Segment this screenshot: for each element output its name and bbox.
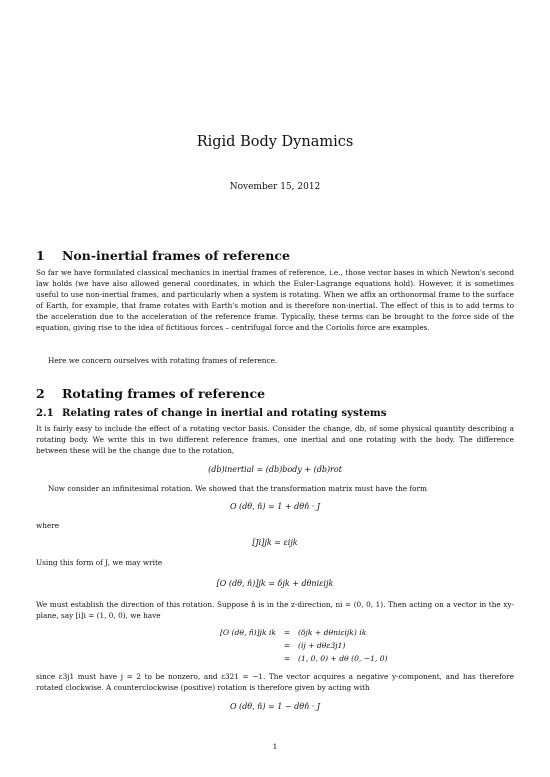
section-number: 1 xyxy=(36,248,45,263)
section-2-heading xyxy=(36,386,265,401)
section-title: Non-inertial frames of reference xyxy=(62,248,290,263)
equation-1: (db)inertial = (db)body + (db)rot xyxy=(208,465,342,474)
equation-2: O (dθ, n̂) = 1 + dθn̂ · J xyxy=(229,502,321,511)
page-number: 1 xyxy=(272,742,278,751)
paper-title: Rigid Body Dynamics xyxy=(196,134,354,150)
equation-lhs: [O (dθ, n̂)]jk ik xyxy=(219,628,276,637)
section-number: 2 xyxy=(36,386,45,401)
section-2-paragraph-1: It is fairly easy to include the effect of a rotating vector basis. Consider the change, db, of some physical quantity describing a rotating body. We write this in two different reference frames, one inertial and one rotating with the body. The difference between these will be the change due to the rotation, xyxy=(36,424,514,455)
equation-operator: = xyxy=(283,628,291,637)
section-2-paragraph-4: Using this form of J, we may write xyxy=(36,558,163,567)
equation-array-row-2 xyxy=(182,641,345,650)
equation-array-row-1 xyxy=(182,628,366,637)
section-2-paragraph-5: We must establish the direction of this rotation. Suppose n̂ is in the z-direction, ni = (0, 0, 1). Then acting on a vector in the xy-plane, say [i]i = (1, 0, 0), we have xyxy=(36,600,514,620)
equation-4: [O (dθ, n̂)]jk = δjk + dθniεijk xyxy=(216,579,334,588)
paper-date: November 15, 2012 xyxy=(229,182,321,192)
section-2-paragraph-2: Now consider an infinitesimal rotation. We showed that the transformation matrix must have the form xyxy=(48,484,427,493)
section-2-paragraph-6: since ε3j1 must have j = 2 to be nonzero, and ε321 = −1. The vector acquires a negative y-component, and has therefore rotated clockwise. A counterclockwise (positive) rotation is therefore given by acting with xyxy=(36,672,514,692)
equation-array-row-3 xyxy=(182,654,388,663)
equation-operator: = xyxy=(283,654,291,663)
section-1-paragraph-2: Here we concern ourselves with rotating frames of reference. xyxy=(48,356,278,365)
subsection-2-1-heading xyxy=(36,407,386,419)
section-1-paragraph-1: So far we have formulated classical mechanics in inertial frames of reference, i.e., those vector bases in which Newton's second law holds (we have also allowed general coordinates, in which the Euler-Lagrange equations hold). However, it is sometimes useful to use non-inertial frames, and particularly when a system is rotating. When we affix an orthonormal frame to the surface of Earth, for example, that frame rotates with Earth's motion and is therefore non-inertial. The effect of this is to add terms to the acceleration due to the acceleration of the reference frame. Typically, these terms can be brought to the force side of the equation, giving rise to the idea of fictitious forces – centrifugal force and the Coriolis force are examples. xyxy=(36,268,514,332)
section-2-where: where xyxy=(36,521,60,530)
equation-operator: = xyxy=(283,641,291,650)
equation-3: [Ji]jk = εijk xyxy=(252,538,298,547)
section-1-heading xyxy=(36,248,290,263)
subsection-number: 2.1 xyxy=(36,407,54,419)
equation-rhs: (1, 0, 0) + dθ (0, −1, 0) xyxy=(298,654,388,663)
equation-rhs: (ij + dθε3j1) xyxy=(298,641,346,650)
equation-rhs: (δjk + dθniεijk) ik xyxy=(298,628,367,637)
section-title: Rotating frames of reference xyxy=(62,386,266,401)
equation-5: O (dθ, n̂) = 1 − dθn̂ · J xyxy=(229,702,321,711)
subsection-title: Relating rates of change in inertial and rotating systems xyxy=(62,407,387,419)
